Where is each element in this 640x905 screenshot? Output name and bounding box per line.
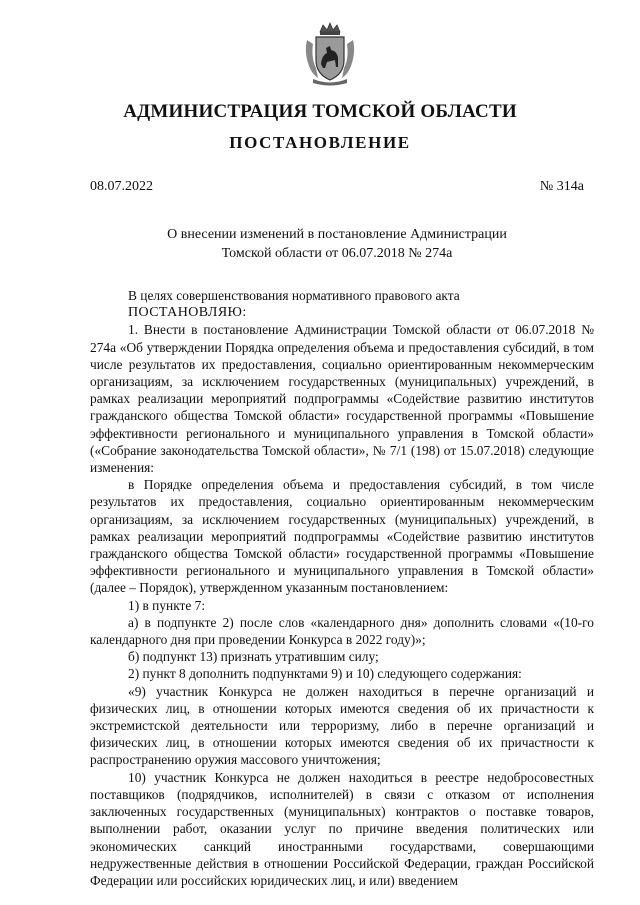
- body-paragraph: а) в подпункте 2) после слов «календарного дня» дополнить словами «(10-го календарного дня при проведении Конкурса в 2022 году)»;: [90, 614, 594, 648]
- body-paragraph: в Порядке определения объема и предоставления субсидий, в том числе результатов их предоставления, социально ориентированным некоммерческим организациям, за исключением государственных (муниципальных) учреждений, в рамках реализации мероприятий подпрограммы «Содействие развитию институтов гражданского общества Томской области» государственной программы «Повышение эффективности регионального и муниципального управления в Томской области» (далее – Порядок), утвержденном указанным постановлением:: [90, 477, 594, 596]
- document-type: ПОСТАНОВЛЕНИЕ: [229, 133, 411, 152]
- preamble: В целях совершенствования нормативного правового акта: [128, 288, 460, 303]
- body-paragraph: 1. Внести в постановление Администрации Томской области от 06.07.2018 № 274а «Об утверждении Порядка определения объема и предоставления субсидий, в том числе результатов их предоставления, социально ориентированным некоммерческим организациям, за исключением государственных (муниципальных) учреждений, в рамках реализации мероприятий подпрограммы «Содействие развитию институтов гражданского общества Томской области» государственной программы «Повышение эффективности регионального и муниципального управления в Томской области» («Собрание законодательства Томской области», № 7/1 (198) от 15.07.2018) следующие изменения:: [90, 322, 594, 476]
- body-paragraph: 1) в пункте 7:: [128, 597, 206, 613]
- body-paragraph: б) подпункт 13) признать утратившим силу;: [128, 649, 379, 665]
- document-number: № 314а: [539, 179, 584, 194]
- body-paragraph: 10) участник Конкурса не должен находиться в реестре недобросовестных поставщиков (подрядчиков, исполнителей) в связи с отказом от исполнения заключенных государственных (муниципальных) контрактов о поставке товаров, выполнении работ, оказании услуг по причине введения политических или экономических санкций иностранными государствами, совершающими недружественные действия в отношении Российской Федерации, граждан Российской Федерации или российских юридических лиц, и или) введением: [90, 769, 594, 888]
- document-date: 08.07.2022: [90, 179, 153, 194]
- tomsk-oblast-coat-of-arms-icon: [303, 22, 357, 88]
- subject-line: Томской области от 06.07.2018 № 274а: [221, 246, 453, 261]
- subject-line: О внесении изменений в постановление Администрации: [167, 227, 507, 242]
- document-body: [90, 287, 594, 889]
- decree-word: ПОСТАНОВЛЯЮ:: [128, 305, 247, 321]
- body-paragraph: «9) участник Конкурса не должен находиться в перечне организаций и физических лиц, в отношении которых имеются сведения об их причастности к экстремистской деятельности или терроризму, либо в перечне организаций и физических лиц, в отношении которых имеются сведения об их причастности к распространению оружия массового уничтожения;: [90, 683, 594, 768]
- document-subject: [90, 225, 584, 263]
- organization-title: АДМИНИСТРАЦИЯ ТОМСКОЙ ОБЛАСТИ: [123, 101, 517, 122]
- body-paragraph: 2) пункт 8 дополнить подпунктами 9) и 10) следующего содержания:: [128, 666, 522, 682]
